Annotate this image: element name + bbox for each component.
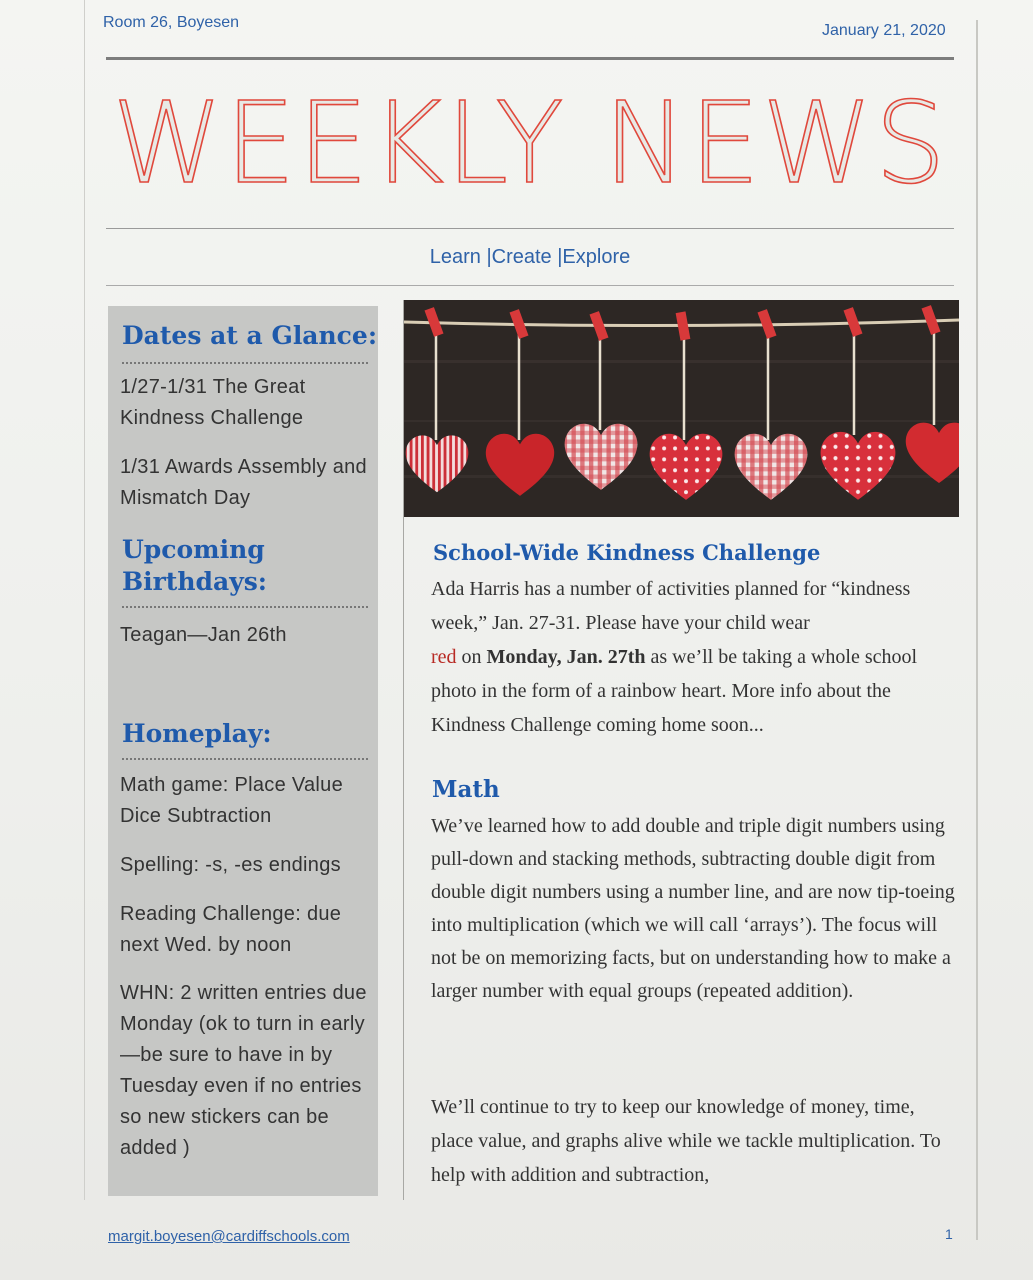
homeplay-item: WHN: 2 written entries due Monday (ok to turn in early—be sure to have in by Tuesday even if no entries so new stickers can be added ) bbox=[120, 982, 367, 1159]
sidebar bbox=[108, 306, 378, 1196]
room-label: Room 26, Boyesen bbox=[103, 14, 240, 31]
tagline: Learn |Create |Explore bbox=[429, 246, 631, 268]
date-item: 1/31 Awards Assembly and Mismatch Day bbox=[120, 456, 367, 509]
dotted-divider bbox=[122, 758, 368, 760]
date-item: 1/27-1/31 The Great Kindness Challenge bbox=[120, 376, 306, 429]
homeplay-item: Reading Challenge: due next Wed. by noon bbox=[120, 903, 342, 956]
red-word: red bbox=[431, 646, 457, 668]
teacher-email-link[interactable]: margit.boyesen@cardiffschools.com bbox=[108, 1228, 350, 1245]
dates-heading: Dates at a Glance: bbox=[122, 321, 378, 350]
dotted-divider bbox=[122, 606, 368, 608]
birthdays-heading: Upcoming Birthdays: bbox=[122, 535, 268, 596]
homeplay-item: Math game: Place Value Dice Subtraction bbox=[120, 774, 344, 827]
homeplay-heading: Homeplay: bbox=[122, 719, 272, 748]
birthday-item: Teagan—Jan 26th bbox=[120, 624, 287, 646]
page-edge-left bbox=[84, 0, 85, 1200]
hanging-hearts-image bbox=[404, 300, 959, 517]
issue-date: January 21, 2020 bbox=[822, 22, 946, 39]
masthead-title: WEEKLY NEWS bbox=[112, 79, 948, 209]
math-heading: Math bbox=[432, 776, 500, 803]
kindness-paragraph bbox=[431, 572, 956, 742]
math-paragraph-2: We’ll continue to try to keep our knowledge of money, time, place value, and graphs alive while we tackle multiplication. To help with addition and subtraction, bbox=[431, 1096, 941, 1186]
dotted-divider bbox=[122, 362, 368, 364]
photo-day: Monday, Jan. 27th bbox=[486, 646, 646, 668]
kindness-heading: School-Wide Kindness Challenge bbox=[433, 540, 821, 565]
top-rule bbox=[106, 57, 954, 60]
hearts-photo bbox=[404, 300, 959, 517]
math-paragraph: We’ve learned how to add double and triple digit numbers using pull-down and stacking methods, subtracting double digit from double digit numbers using a number line, and are now tip-toeing into multiplication (which we will call ‘arrays’). The focus will not be on memorizing facts, but on understanding how to make a larger number with equal groups (repeated addition). bbox=[431, 815, 955, 1002]
kindness-text: on bbox=[456, 646, 487, 668]
page-number: 1 bbox=[945, 1226, 953, 1242]
homeplay-item: Spelling: -s, -es endings bbox=[120, 854, 341, 876]
page-edge-right bbox=[976, 20, 978, 1240]
masthead-rule bbox=[106, 228, 954, 229]
tagline-rule bbox=[106, 285, 954, 286]
kindness-text: Ada Harris has a number of activities planned for “kindness week,” Jan. 27-31. Please have your child wear bbox=[431, 578, 911, 634]
kindness-text: as we’ll be taking a whole school photo in the form of a rainbow heart. More info about the Kindness Challenge coming home soon... bbox=[431, 646, 918, 736]
